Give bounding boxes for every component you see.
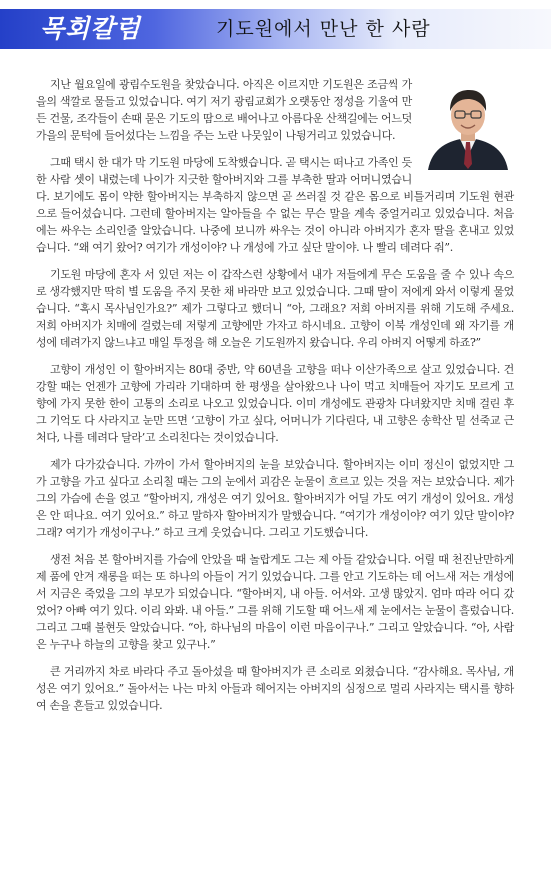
article-paragraph-4: 고향이 개성인 이 할아버지는 80대 중반, 약 60년을 고향을 떠나 이산가족으로 살고 있었습니다. 건강할 때는 언젠가 고향에 가리라 기대하며 한 평생을 살아왔으나 나이 먹고 치매들어 자기도 모르게 고향에 가지 못한 한이 고통의 소리로 나오고 있었습니다. 이미 개성에도 관광차 다녀왔지만 치매 걸린 후 그 기억도 다 사라지고 눈만 뜨면 ‘고향이 가고 싶다, 어머니가 기다린다, 내 고향은 송학산 밑 선죽교 근처다, 나를 데려다 달라’고 소리친다는 것이었습니다. (36, 363, 514, 444)
article-title: 기도원에서 만난 한 사람 (216, 18, 431, 40)
author-portrait (422, 78, 514, 170)
article-paragraph-3: 기도원 마당에 혼자 서 있던 저는 이 갑작스런 상황에서 내가 저들에게 무슨 도움을 줄 수 있나 속으로 생각했지만 딱히 별 도움을 주지 못한 채 바라만 보고 있었습니다. 그때 딸이 저에게 와서 이렇게 물었습니다. “혹시 목사님인가요?” 제가 그렇다고 했더니 “아, 그래요? 저희 아버지를 위해 기도해 주세요. 저희 아버지가 치매에 걸렸는데 저렇게 고향에만 가자고 하시네요. 고향이 이북 개성인데 왜 자기를 개성에 데려가지 않느냐고 매일 투정을 해 오늘은 기도원까지 왔습니다. 우리 아버지 어떻게 하죠?” (36, 268, 514, 349)
article-paragraph-5: 제가 다가갔습니다. 가까이 가서 할아버지의 눈을 보았습니다. 할아버지는 이미 정신이 없었지만 그가 고향을 가고 싶다고 소리칠 때는 그의 눈에서 괴감은 눈물이 흐르고 있는 것을 저는 보았습니다. 제가 그의 가슴에 손을 얹고 “할아버지, 개성은 여기 있어요. 할아버지가 어딜 가도 여기 개성이 있어요. 개성은 안 떠나요. 여기 있어요.” 하고 말하자 할아버지가 말했습니다. “여기가 개성이야? 여기 있단 말이야? 그래? 여기가 개성이구나.” 하고 크게 웃었습니다. 그리고 기도했습니다. (36, 458, 514, 539)
column-header (0, 0, 551, 58)
article-paragraph-6: 생전 처음 본 할아버지를 가슴에 안았을 때 놀랍게도 그는 제 아들 같았습니다. 어릴 때 천진난만하게 제 품에 안겨 재롱을 떠는 또 하나의 아들이 거기 있었습니다. 그를 안고 기도하는 데 어느새 저는 개성에서 지금은 죽었을 그의 부모가 되었습니다. “할아버지, 내 아들. 어서와. 고생 많았지. 엄마 따라 어디 갔었어? 아빠 여기 있다. 이리 와봐. 내 아들.” 그를 위해 기도할 때 어느새 제 눈에서는 눈물이 흘렀습니다. 그리고 그때 불현듯 알았습니다. “아, 하나님의 마음이 이런 마음이구나.” 그리고 알았습니다. “아, 사람은 누구나 하늘의 고향을 찾고 있구나.” (36, 553, 514, 651)
article-paragraph-2: 그때 택시 한 대가 막 기도원 마당에 도착했습니다. 곧 택시는 떠나고 가족인 듯한 사람 셋이 내렸는데 나이가 지긋한 할아버지와 그를 부축한 딸과 어머니였습니다. 보기에도 몸이 약한 할아버지는 부축하지 않으면 곧 쓰러질 것 같은 몸으로 비틀거리며 기도원 현관으로 들어섰습니다. 그런데 할아버지는 알아들을 수 없는 무슨 말을 계속 중얼거리고 있었습니다. 처음에는 싸우는 소리인줄 알았습니다. 나중에 보니까 싸우는 것이 아니라 아버지가 혼자 딸을 혼내고 있었습니다. “왜 여기 왔어? 여기가 개성이야? 나 개성에 가고 싶단 말이야. 나 빨리 데려다 줘”. (36, 156, 514, 254)
column-label: 목회칼럼 (40, 14, 141, 43)
article-paragraph-1: 지난 월요일에 광림수도원을 찾았습니다. 아직은 이르지만 기도원은 조금씩 가을의 색깔로 물들고 있었습니다. 여기 저기 광림교회가 오랫동안 정성을 기울여 만든 건물, 조각들이 손때 묻은 기도의 땀으로 배어나고 아름다운 산책길에는 어느덧 가을의 문턱에 들어섰다는 느낌을 주는 노란 나뭇잎이 나뒹거리고 있었습니다. (36, 78, 412, 142)
article-paragraph-7: 큰 거리까지 차로 바라다 주고 돌아섰을 때 할아버지가 큰 소리로 외쳤습니다. “감사해요. 목사님, 개성은 여기 있어요.” 돌아서는 나는 마치 아들과 헤어지는 아버지의 심정으로 멀리 사라지는 택시를 향하여 손을 흔들고 있었습니다. (36, 665, 514, 712)
article-body (36, 76, 514, 724)
